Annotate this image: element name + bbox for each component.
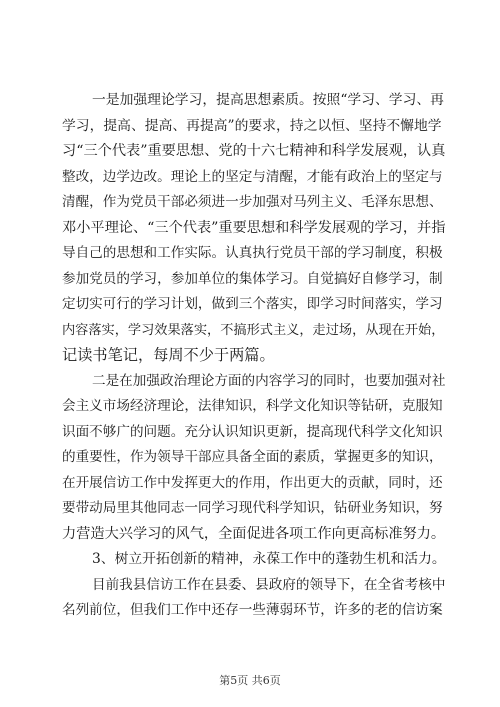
paragraph-line: 内容落实，学习效果落实，不搞形式主义，走过场，从现在开始， [62, 322, 445, 338]
paragraph-line: 一是加强理论学习，提高思想素质。按照“学习、学习、再 [92, 92, 444, 108]
paragraph-line: 力营造大兴学习的风气，全面促进各项工作向更高标准努力。 [62, 525, 446, 542]
paragraph-line: 参加党员的学习，参加单位的集体学习。自觉搞好自修学习，制 [62, 270, 443, 287]
paragraph-line: 习“三个代表”重要思想、党的十六七精神和科学发展观，认真 [62, 143, 446, 159]
section-heading: 3、树立开拓创新的精神，永葆工作中的蓬勃生机和活力。 [92, 551, 446, 567]
paragraph-line: 整改，边学边改。理论上的坚定与清醒，才能有政治上的坚定与 [62, 168, 443, 185]
page-footer: 第5页 共6页 [219, 674, 281, 687]
paragraph-line: 邓小平理论、“三个代表”重要思想和科学发展观的学习，并指 [62, 219, 446, 236]
paragraph-line: 名列前位，但我们工作中还存一些薄弱环节，许多的老的信访案 [62, 602, 443, 618]
paragraph-line: 二是在加强政治理论方面的内容学习的同时，也要加强对社 [92, 372, 446, 389]
paragraph-line: 识面不够广的问题。充分认识知识更新，提高现代科学文化知识 [62, 423, 443, 440]
paragraph-line: 在开展信访工作中发挥更大的作用，作出更大的贡献，同时，还 [62, 474, 443, 491]
paragraph-line: 学习，提高、提高、再提高”的要求，持之以恒、坚持不懈地学 [62, 117, 442, 134]
paragraph-line: 要带动局里其他同志一同学习现代科学知识，钻研业务知识，努 [62, 500, 443, 516]
paragraph-line: 记读书笔记，每周不少于两篇。 [62, 346, 275, 364]
document-body [62, 88, 446, 624]
paragraph-line: 导自己的思想和工作实际。认真执行党员干部的学习制度，积极 [62, 245, 443, 261]
paragraph-line: 的重要性，作为领导干部应具备全面的素质，掌握更多的知识， [62, 449, 443, 465]
paragraph-line: 定切实可行的学习计划，做到三个落实，即学习时间落实，学习 [62, 296, 443, 312]
paragraph-line: 目前我县信访工作在县委、县政府的领导下，在全省考核中 [92, 576, 446, 593]
paragraph-line: 清醒，作为党员干部必须进一步加强对马列主义、毛泽东思想、 [62, 194, 443, 210]
paragraph-line: 会主义市场经济理论，法律知识，科学文化知识等钻研，克服知 [62, 398, 443, 414]
